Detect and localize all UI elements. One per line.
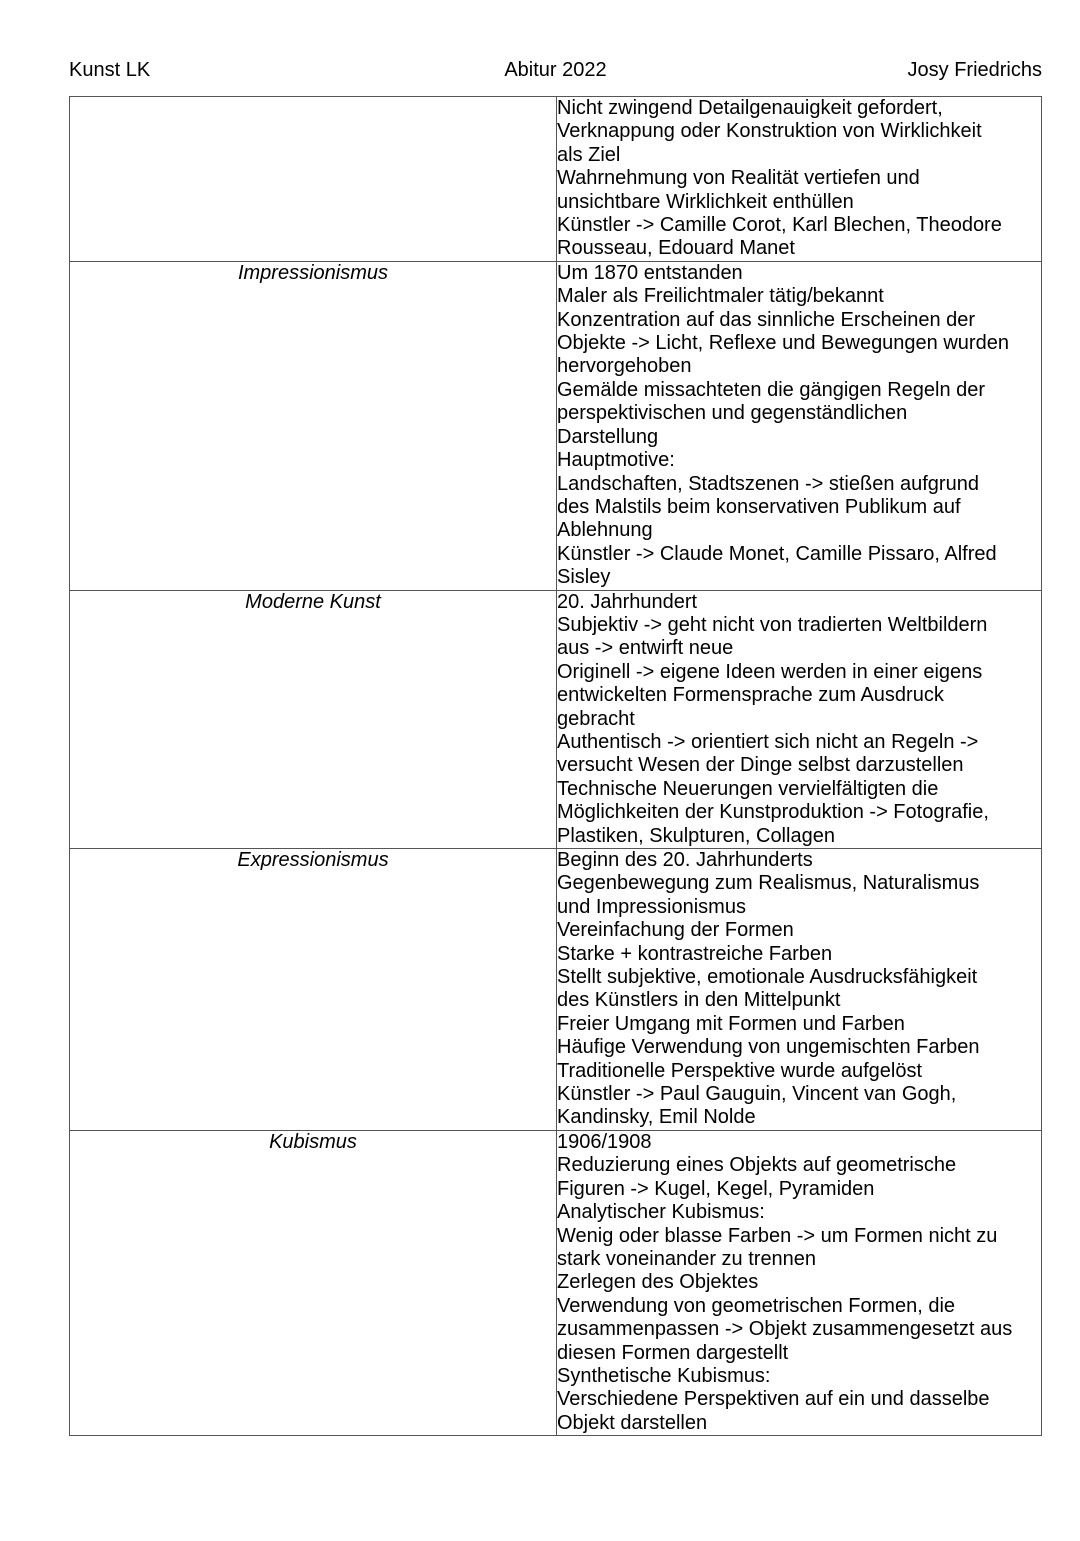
description-line: Objekt darstellen [557, 1411, 708, 1434]
description-line: entwickelten Formensprache zum Ausdruck [557, 684, 944, 707]
description-line: Figuren -> Kugel, Kegel, Pyramiden [557, 1177, 875, 1200]
description-line: Reduzierung eines Objekts auf geometrische [557, 1154, 957, 1177]
description-line: und Impressionismus [557, 895, 746, 918]
description-line: Gemälde missachteten die gängigen Regeln der [557, 378, 986, 401]
epoch-name-cell [70, 590, 557, 848]
epoch-description-cell [557, 97, 1042, 262]
header-author: Josy Friedrichs [907, 59, 1042, 81]
description-line: Starke + kontrastreiche Farben [557, 942, 833, 965]
epoch-description-cell [557, 261, 1042, 590]
page-header [69, 57, 1042, 83]
art-epochs-table [69, 96, 1042, 1436]
description-line: versucht Wesen der Dinge selbst darzustellen [557, 754, 964, 777]
description-line: Künstler -> Claude Monet, Camille Pissaro, Alfred [557, 542, 997, 565]
description-line: zusammenpassen -> Objekt zusammengesetzt aus [557, 1318, 1013, 1341]
description-line: Stellt subjektive, emotionale Ausdrucksfähigkeit [557, 966, 978, 989]
epoch-name: Moderne Kunst [245, 590, 381, 613]
header-course: Kunst LK [69, 59, 151, 81]
description-line: Analytischer Kubismus: [557, 1201, 765, 1224]
description-line: Künstler -> Camille Corot, Karl Blechen, Theodore [557, 214, 1002, 237]
description-line: Traditionelle Perspektive wurde aufgelöst [557, 1059, 923, 1082]
description-line: perspektivischen und gegenständlichen [557, 402, 908, 425]
description-line: gebracht [557, 707, 635, 730]
description-line: Künstler -> Paul Gauguin, Vincent van Gogh, [557, 1083, 957, 1106]
description-line: Ablehnung [557, 519, 653, 542]
description-line: Synthetische Kubismus: [557, 1364, 771, 1387]
table-row [70, 97, 1042, 262]
table-row [70, 1130, 1042, 1435]
description-line: diesen Formen dargestellt [557, 1341, 789, 1364]
epoch-description-cell [557, 590, 1042, 848]
description-line: Vereinfachung der Formen [557, 919, 794, 942]
epoch-name-cell [70, 1130, 557, 1435]
description-line: Beginn des 20. Jahrhunderts [557, 849, 813, 871]
description-line: stark voneinander zu trennen [557, 1247, 817, 1270]
epoch-name: Kubismus [269, 1130, 357, 1153]
epoch-name: Impressionismus [237, 261, 389, 284]
epoch-name-cell [70, 97, 557, 262]
description-line: Technische Neuerungen vervielfältigten die [557, 777, 939, 800]
epoch-description-cell [557, 1130, 1042, 1435]
description-line: hervorgehoben [557, 355, 692, 378]
epoch-name-cell [70, 261, 557, 590]
description-line: Freier Umgang mit Formen und Farben [557, 1012, 905, 1035]
description-line: Subjektiv -> geht nicht von tradierten Weltbildern [557, 613, 988, 636]
description-line: Verwendung von geometrischen Formen, die [557, 1294, 956, 1317]
epoch-description-cell [557, 849, 1042, 1131]
description-line: Kandinsky, Emil Nolde [557, 1106, 756, 1129]
epoch-name-cell [70, 849, 557, 1131]
description-line: Wahrnehmung von Realität vertiefen und [557, 167, 920, 190]
description-line: Objekte -> Licht, Reflexe und Bewegungen wurden [557, 332, 1009, 355]
table-row [70, 849, 1042, 1131]
description-line: Zerlegen des Objektes [557, 1271, 759, 1294]
description-line: Gegenbewegung zum Realismus, Naturalismus [557, 872, 980, 895]
description-line: Um 1870 entstanden [557, 261, 743, 284]
header-exam: Abitur 2022 [504, 59, 607, 81]
description-line: als Ziel [557, 143, 621, 166]
description-line: Hauptmotive: [557, 449, 675, 472]
description-line: aus -> entwirft neue [557, 637, 734, 660]
description-line: Verschiedene Perspektiven auf ein und dasselbe [557, 1388, 990, 1411]
description-line: Möglichkeiten der Kunstproduktion -> Fotografie, [557, 801, 989, 824]
description-line: Rousseau, Edouard Manet [557, 237, 795, 260]
description-line: Authentisch -> orientiert sich nicht an Regeln -> [557, 730, 979, 753]
table-row [70, 590, 1042, 848]
description-line: Maler als Freilichtmaler tätig/bekannt [557, 285, 884, 308]
description-line: Nicht zwingend Detailgenauigkeit gefordert, [557, 97, 943, 119]
description-line: 1906/1908 [557, 1130, 652, 1153]
description-line: Häufige Verwendung von ungemischten Farben [557, 1036, 980, 1059]
description-line: Sisley [557, 566, 611, 589]
description-line: Darstellung [557, 425, 659, 448]
description-line: des Künstlers in den Mittelpunkt [557, 989, 841, 1012]
description-line: Plastiken, Skulpturen, Collagen [557, 824, 835, 847]
description-line: Landschaften, Stadtszenen -> stießen aufgrund [557, 472, 979, 495]
description-line: 20. Jahrhundert [557, 590, 698, 613]
description-line: Verknappung oder Konstruktion von Wirklichkeit [557, 120, 982, 143]
description-line: Originell -> eigene Ideen werden in einer eigens [557, 660, 983, 683]
description-line: Wenig oder blasse Farben -> um Formen nicht zu [557, 1224, 998, 1247]
description-line: des Malstils beim konservativen Publikum auf [557, 495, 961, 518]
description-line: unsichtbare Wirklichkeit enthüllen [557, 190, 854, 213]
table-row [70, 261, 1042, 590]
epoch-name: Expressionismus [237, 849, 389, 871]
description-line: Konzentration auf das sinnliche Erscheinen der [557, 308, 976, 331]
